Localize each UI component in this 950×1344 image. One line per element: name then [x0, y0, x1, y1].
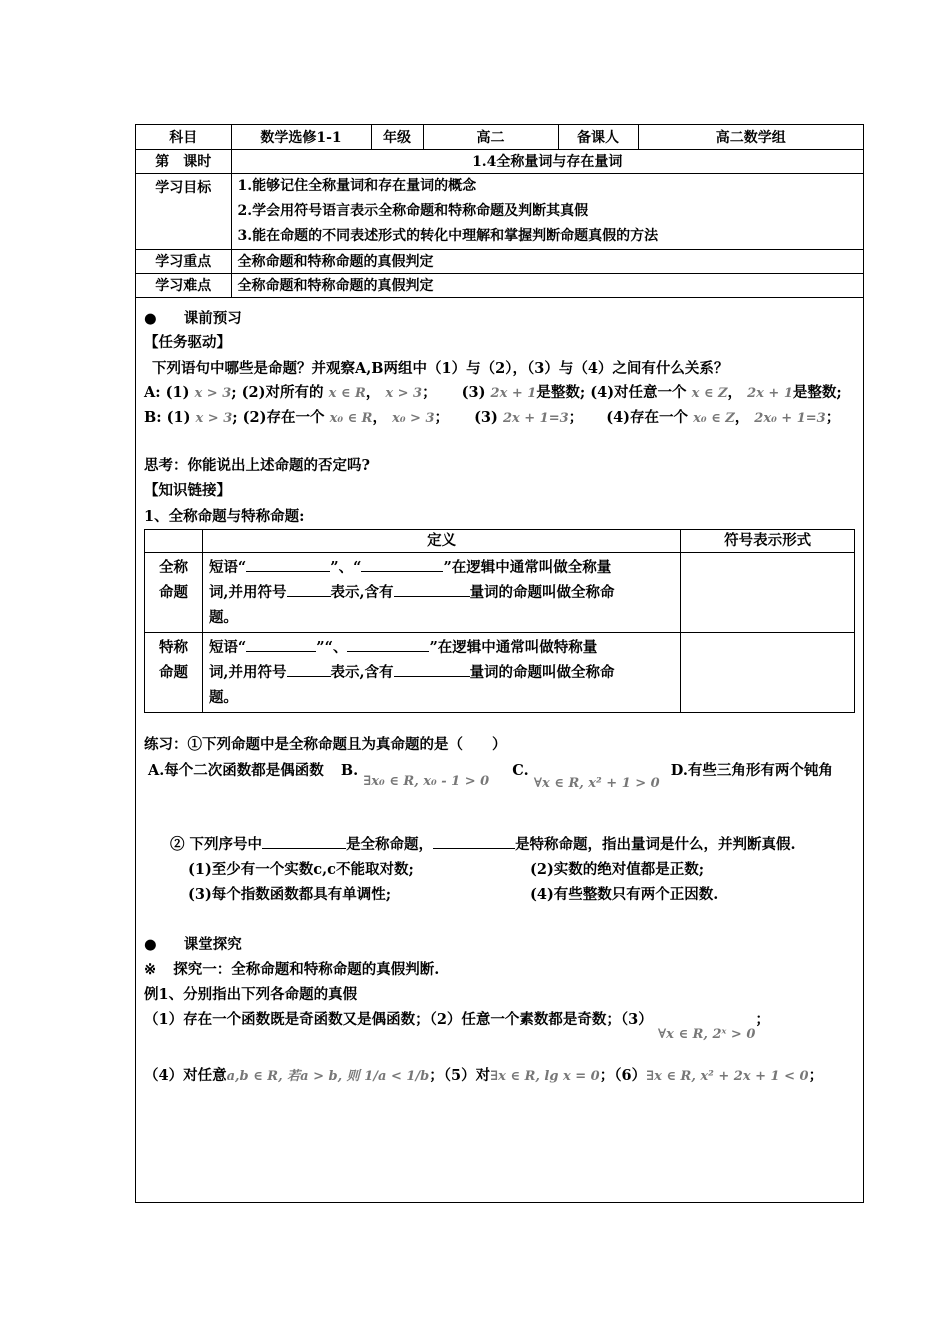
list-item: (1)至少有一个实数c,c不能取对数;: [188, 861, 414, 878]
row-existential-symbol[interactable]: [681, 633, 855, 713]
option-a: A.每个二次函数都是偶函数: [148, 762, 324, 779]
goal-item: 3.能在命题的不同表述形式的转化中理解和掌握判断命题真假的方法: [237, 227, 659, 244]
option-c-label: C.: [512, 762, 529, 779]
group-b: B: (1) x > 3; (2)存在一个 x₀ ∈ R， x₀ > 3； (3) 2x + 1=3； (4)存在一个 x₀ ∈ Z， 2x₀ + 1=3；: [144, 409, 841, 426]
example-title: 例1、分别指出下列各命题的真假: [144, 986, 358, 1003]
focus-label: 学习重点: [136, 249, 231, 273]
explore-title: 课堂探究: [183, 936, 242, 953]
option-d: D.有些三角形有两个钝角: [670, 762, 833, 779]
blank-field[interactable]: [246, 571, 330, 572]
goals-label: 学习目标: [136, 173, 231, 249]
lesson-header-table: [136, 125, 863, 298]
difficulty-value: 全称命题和特称命题的真假判定: [231, 273, 863, 297]
blank-field[interactable]: [262, 848, 346, 849]
explore-heading: [144, 933, 242, 954]
explore-sub: ※ 探究一：全称命题和特称命题的真假判断.: [144, 961, 440, 978]
blank-field[interactable]: [433, 848, 515, 849]
lesson-title: 1.4全称量词与存在量词: [231, 149, 863, 173]
bullet-icon: ●: [144, 310, 157, 327]
row-existential-definition: 短语“ ”“、 ”在逻辑中通常叫做特称量 词,并用符号 表示,含有 量词的命题叫做全称命 题。: [202, 633, 680, 713]
option-c-formula: ∀x ∈ R, x² + 1 > 0: [533, 776, 660, 791]
group-a: A: (1) x > 3; (2)对所有的 x ∈ R， x > 3； (3) 2x + 1是整数; (4)对任意一个 x ∈ Z， 2x + 1是整数;: [144, 384, 842, 401]
preparer-value: 高二数学组: [638, 125, 863, 149]
blank-field[interactable]: [347, 651, 429, 652]
knowledge-title: 【知识链接】: [144, 482, 231, 499]
example-line-2: （4）对任意a,b ∈ R, 若a > b, 则 1/a < 1/b；（5）对∃x ∈ R, lg x = 0；（6）∃x ∈ R, x² + 2x + 1 < 0；: [144, 1067, 824, 1084]
preview-heading: [144, 307, 242, 328]
blank-field[interactable]: [361, 571, 443, 572]
example-line-1: （1）存在一个函数既是奇函数又是偶函数；（2）任意一个素数都是奇数；（3） ∀x ∈ R, 2ˣ > 0；: [144, 1011, 770, 1042]
preparer-label: 备课人: [558, 125, 638, 149]
task-title: 【任务驱动】: [144, 334, 231, 351]
formula: a,b ∈ R, 若a > b, 则 1/a < 1/b: [226, 1069, 430, 1084]
list-item: (4)有些整数只有两个正因数.: [530, 886, 719, 903]
focus-value: 全称命题和特称命题的真假判定: [231, 249, 863, 273]
goal-item: 2.学会用符号语言表示全称命题和特称命题及判断其真假: [237, 202, 589, 219]
blank-field[interactable]: [287, 676, 331, 677]
preview-question: 下列语句中哪些是命题？并观察A,B两组中（1）与（2），（3）与（4）之间有什么关系？: [152, 360, 729, 377]
goal-item: 1.能够记住全称量词和存在量词的概念: [237, 177, 477, 194]
list-item: (3)每个指数函数都具有单调性;: [188, 886, 392, 903]
list-item: (2)实数的绝对值都是正数;: [530, 861, 705, 878]
grade-label: 年级: [371, 125, 423, 149]
formula: ∀x ∈ R, 2ˣ > 0: [657, 1027, 756, 1042]
blank-field[interactable]: [246, 651, 316, 652]
practice-options: [148, 759, 833, 791]
goals-list: [231, 173, 863, 249]
corner-cell: [145, 530, 203, 553]
practice-question-1: 练习：①下列命题中是全称命题且为真命题的是（ ）: [144, 736, 507, 753]
blank-field[interactable]: [394, 676, 470, 677]
knowledge-subtitle: 1、全称命题与特称命题:: [144, 508, 305, 525]
bullet-icon: ●: [144, 936, 157, 953]
preview-title: 课前预习: [183, 310, 242, 327]
blank-field[interactable]: [287, 596, 331, 597]
grade-value: 高二: [423, 125, 558, 149]
option-b-formula: ∃x₀ ∈ R, x₀ - 1 > 0: [363, 774, 490, 789]
blank-field[interactable]: [394, 596, 470, 597]
row-existential-label: 特称 命题: [145, 633, 203, 713]
row-universal-symbol[interactable]: [681, 553, 855, 633]
col-symbol: 符号表示形式: [681, 530, 855, 553]
subject-value: 数学选修1-1: [231, 125, 371, 149]
row-universal-definition: 短语“ ”、“ ”在逻辑中通常叫做全称量 词,并用符号 表示,含有 量词的命题叫做全称命 题。: [202, 553, 680, 633]
think-question: 思考：你能说出上述命题的否定吗?: [144, 457, 370, 474]
formula: ∃x ∈ R, x² + 2x + 1 < 0: [646, 1069, 809, 1084]
row-universal-label: 全称 命题: [145, 553, 203, 633]
reference-mark-icon: ※: [144, 961, 157, 978]
lesson-label: 第 课时: [136, 149, 231, 173]
option-b-label: B.: [340, 762, 359, 779]
document-frame: [135, 124, 864, 1203]
practice-question-2: ② 下列序号中 是全称命题， 是特称命题，指出量词是什么，并判断真假.: [170, 836, 796, 853]
subject-label: 科目: [136, 125, 231, 149]
col-definition: 定义: [202, 530, 680, 553]
formula: ∃x ∈ R, lg x = 0: [490, 1069, 600, 1084]
knowledge-table: [144, 529, 855, 713]
difficulty-label: 学习难点: [136, 273, 231, 297]
